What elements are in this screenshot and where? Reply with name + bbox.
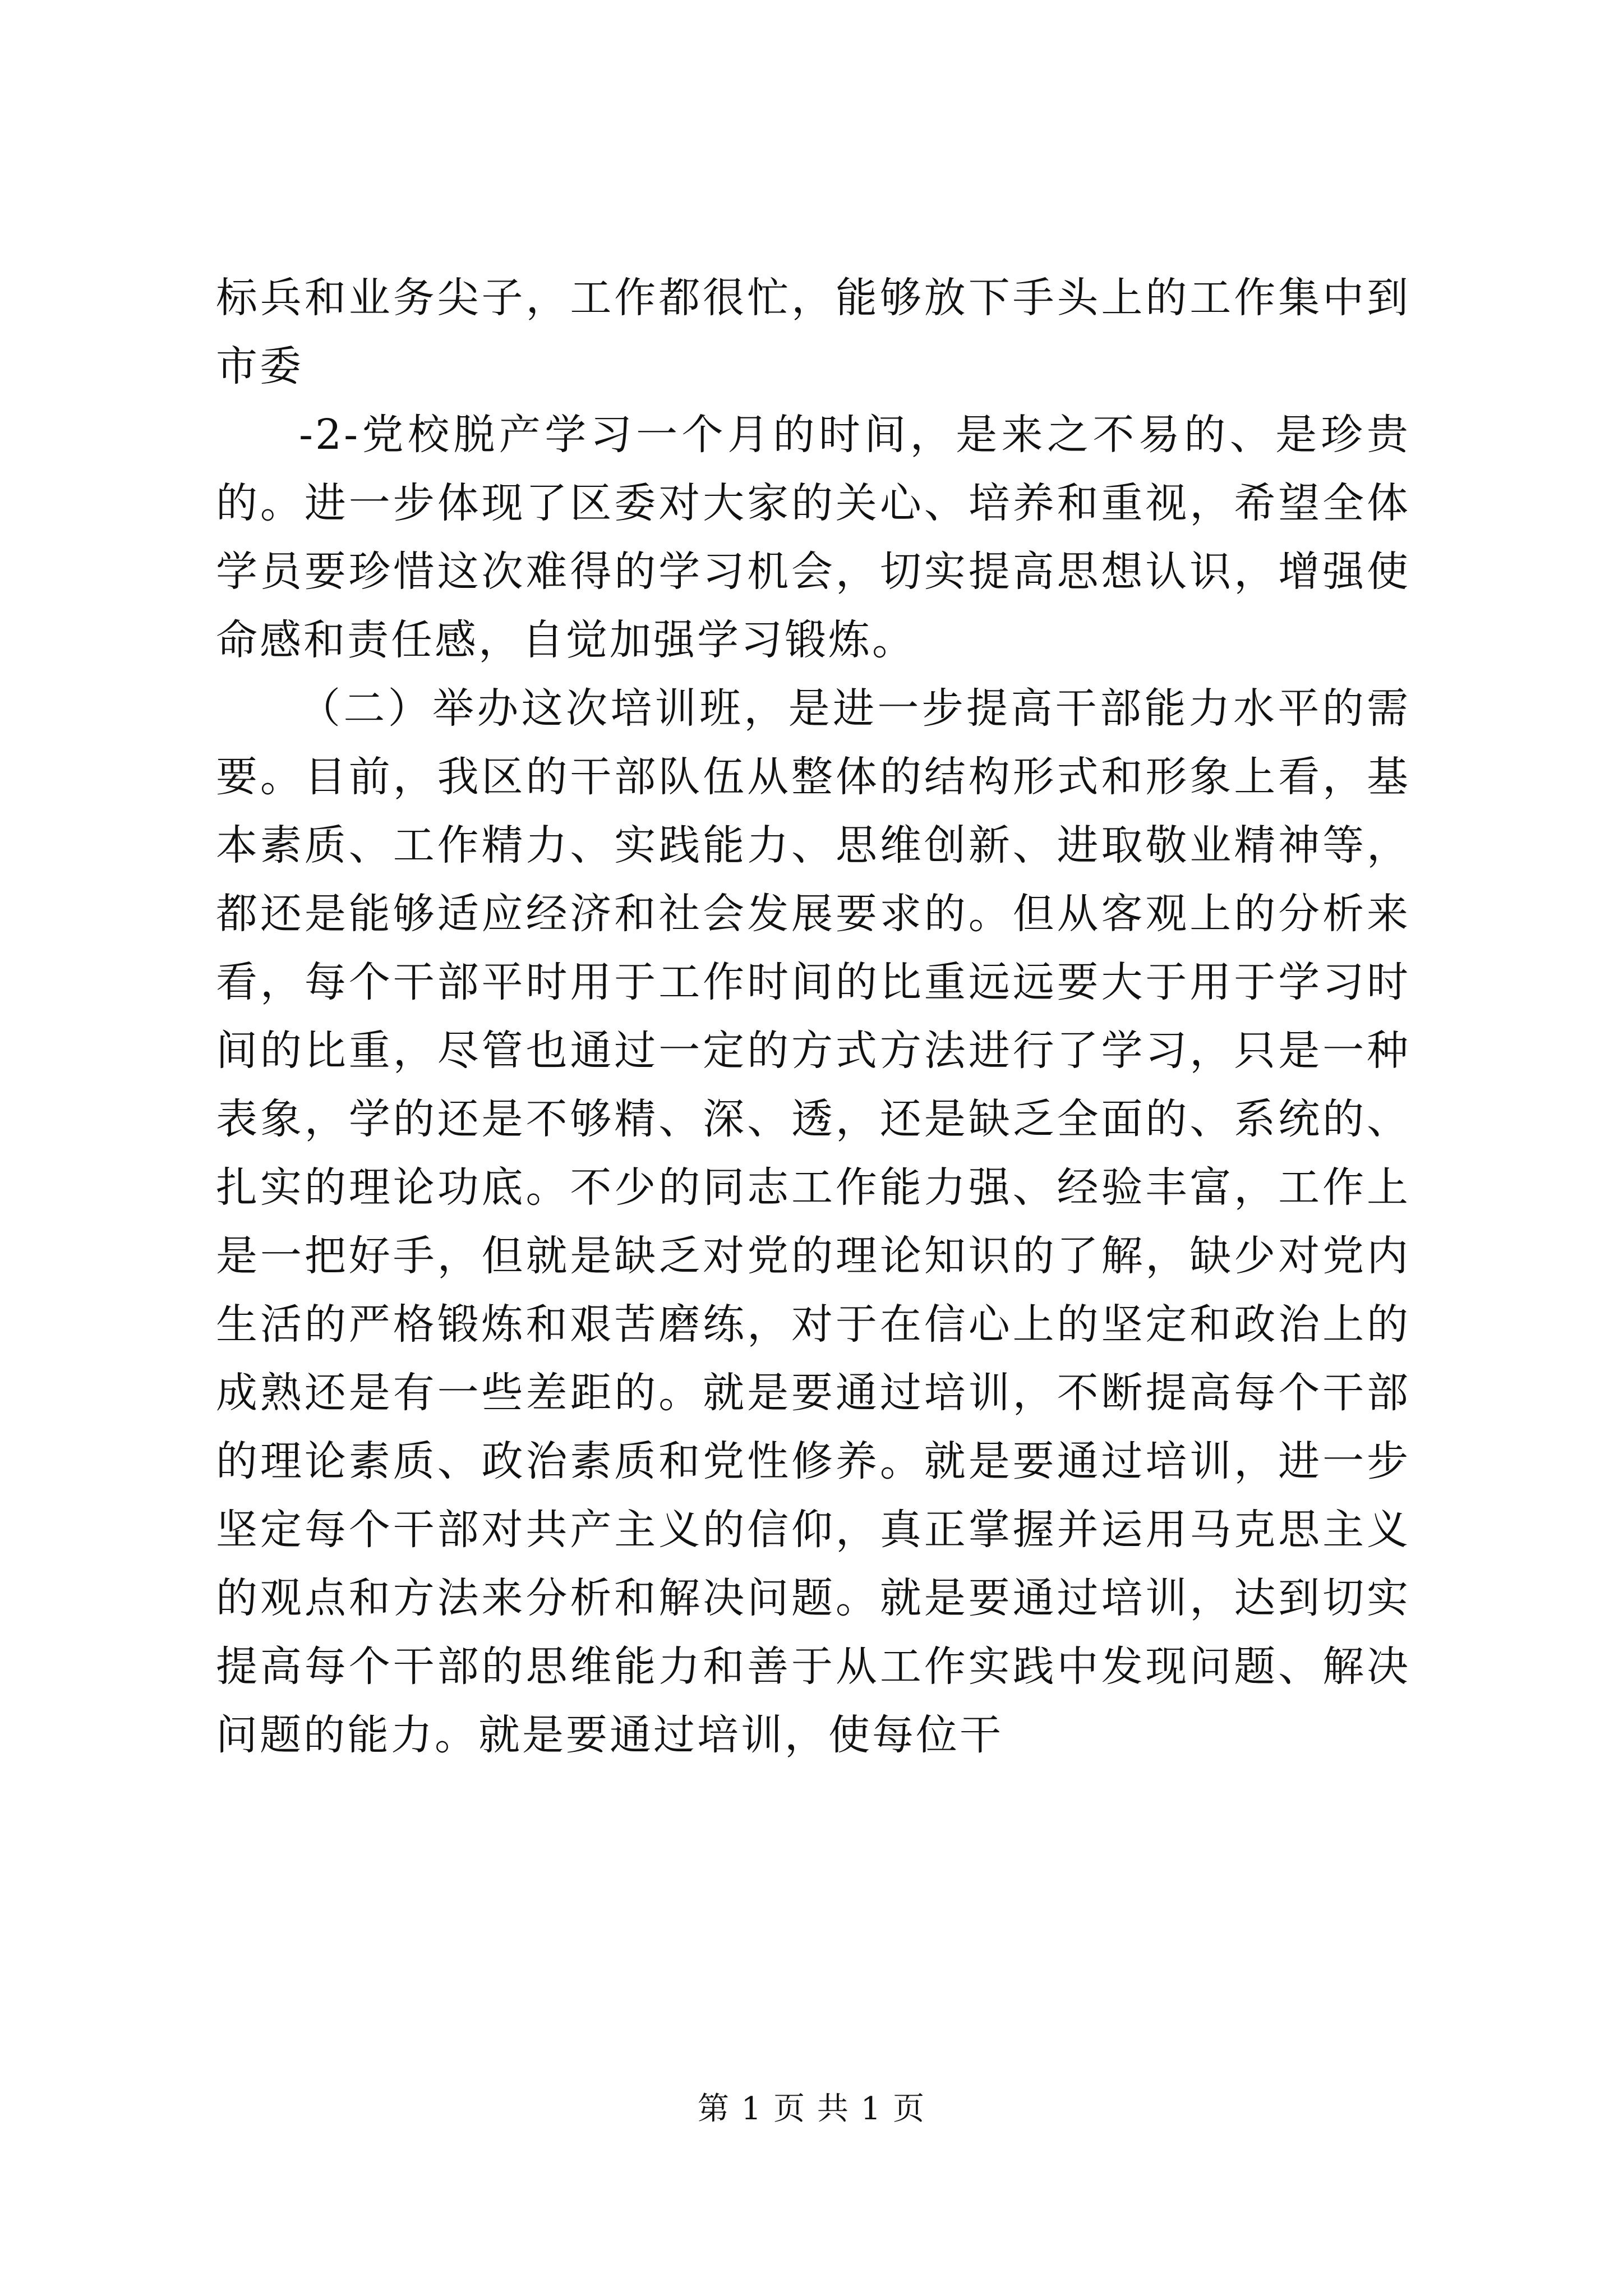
document-body: [216, 264, 1410, 1769]
page-footer: 第 1 页 共 1 页: [697, 2091, 926, 2127]
paragraph-continuation: 标兵和业务尖子，工作都很忙，能够放下手头上的工作集中到市委: [216, 274, 1410, 390]
paragraph-training-purpose: （二）举办这次培训班，是进一步提高干部能力水平的需要。目前，我区的干部队伍从整体的结构形式和形象上看，基本素质、工作精力、实践能力、思维创新、进取敬业精神等，都还是能够适应经济和社会发展要求的。但从客观上的分析来看，每个干部平时用于工作时间的比重远远要大于用于学习时间的比重，尽管也通过一定的方式方法进行了学习，只是一种表象，学的还是不够精、深、透，还是缺乏全面的、系统的、扎实的理论功底。不少的同志工作能力强、经验丰富，工作上是一把好手，但就是缺乏对党的理论知识的了解，缺少对党内生活的严格锻炼和艰苦磨练，对于在信心上的坚定和政治上的成熟还是有一些差距的。就是要通过培训，不断提高每个干部的理论素质、政治素质和党性修养。就是要通过培训，进一步坚定每个干部对共产主义的信仰，真正掌握并运用马克思主义的观点和方法来分析和解决问题。就是要通过培训，达到切实提高每个干部的思维能力和善于从工作实践中发现问题、解决问题的能力。就是要通过培训，使每位干: [216, 684, 1410, 1759]
paragraph-party-school-study: -2-党校脱产学习一个月的时间，是来之不易的、是珍贵的。进一步体现了区委对大家的关心、培养和重视，希望全体学员要珍惜这次难得的学习机会，切实提高思想认识，增强使命感和责任感，自觉加强学习锻炼。: [216, 411, 1410, 664]
